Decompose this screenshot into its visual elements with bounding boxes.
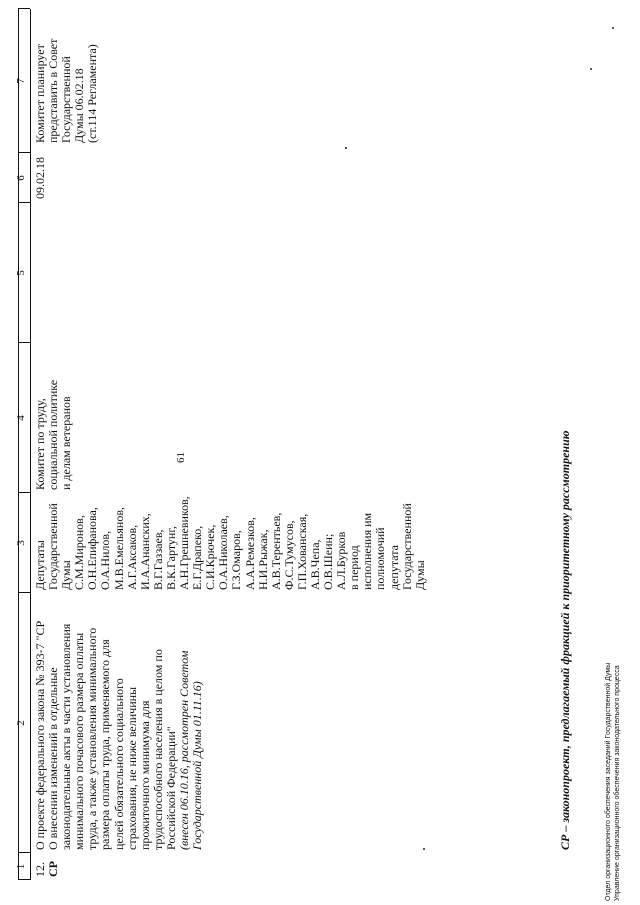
- author-line: Ф.С.Тумусов,: [281, 520, 296, 590]
- bill-title-line: минимального почасового размера оплаты: [72, 632, 87, 850]
- bill-title-line: Российской Федерации": [163, 726, 178, 850]
- bill-title-line: О внесении изменений в отдельные: [46, 667, 61, 850]
- author-line: И.А.Ананских,: [137, 513, 152, 590]
- author-line: полномочий: [373, 527, 388, 590]
- bill-title-line: О проекте федерального закона № 393-7 "СР: [33, 620, 47, 850]
- author-line: А.Л.Бурков: [334, 531, 349, 590]
- author-line: Депутаты: [33, 540, 47, 590]
- author-line: депутата: [386, 545, 401, 590]
- author-line: Г.З.Омаров,: [229, 530, 244, 590]
- bill-title-line: прожиточного минимума для: [137, 700, 152, 850]
- bill-title-line: размера оплаты труда, применяемого для: [98, 639, 113, 850]
- row-type-badge: СР: [46, 861, 60, 877]
- footer-line-2: Управление организационного обеспечения законодательного процесса: [614, 665, 621, 901]
- committee-line: и делам ветеранов: [59, 396, 74, 490]
- note-line: Государственной: [59, 56, 74, 143]
- header-col-3: 3: [15, 540, 27, 546]
- author-line: С.М.Миронов,: [72, 515, 87, 590]
- author-line: Государственной: [399, 503, 414, 590]
- bill-authors: [34, 496, 427, 590]
- header-col-6: 6: [15, 175, 27, 181]
- note-line: Думы 06.02.18: [72, 68, 87, 143]
- author-line: Е.Г.Драпеко,: [190, 525, 205, 590]
- committee-line: социальной политике: [46, 379, 61, 490]
- author-line: В.Г.Газзаев,: [150, 529, 165, 590]
- author-line: Н.И.Рыжак,: [255, 529, 270, 590]
- bill-title-line: законодательные акты в части установления: [59, 623, 74, 850]
- row-number: 12.: [33, 862, 47, 877]
- header-col-2: 2: [15, 720, 27, 726]
- bill-title-line: целей обязательного социального: [111, 678, 126, 850]
- author-line: А.А.Ремезков,: [242, 517, 257, 590]
- header-col-4: 4: [15, 415, 27, 421]
- header-col-1: 1: [15, 863, 27, 870]
- header-col-5: 5: [15, 270, 27, 276]
- scan-speck: [345, 147, 347, 149]
- author-line: В.К.Гартунг,: [163, 526, 178, 590]
- author-line: Г.П.Хованская,: [294, 513, 309, 590]
- note-line: представить в Совет: [46, 38, 61, 143]
- author-line: А.Г.Аксаков,: [124, 524, 139, 590]
- page-number: 61: [175, 452, 187, 463]
- header-bottom-rule: [30, 9, 31, 880]
- bill-note-line: (внесен 06.10.16, рассмотрен Советом: [177, 650, 192, 850]
- author-line: О.А.Нилов,: [98, 530, 113, 590]
- author-line: А.Н.Грешневиков,: [177, 496, 192, 590]
- committee-line: Комитет по труду,: [33, 398, 47, 490]
- author-line: Думы: [59, 560, 74, 590]
- author-line: О.А.Николаев,: [216, 515, 231, 590]
- author-line: М.В.Емельянов,: [111, 507, 126, 590]
- note-line: Комитет планирует: [33, 44, 47, 143]
- header-col-7: 7: [15, 78, 27, 84]
- author-line: О.В.Шеин;: [321, 533, 336, 590]
- author-line: С.И.Крючек,: [203, 524, 218, 590]
- author-line: Думы: [412, 560, 427, 590]
- author-line: А.В.Терентьев,: [268, 512, 283, 590]
- note-line: (ст.114 Регламента): [85, 44, 100, 143]
- bill-note-line: Государственной Думы 01.11.16): [190, 681, 205, 850]
- footer-line-1: Отдел организационного обеспечения заседаний Государственной Думы: [605, 662, 612, 901]
- planned-date: 09.02.18: [33, 157, 47, 199]
- author-line: исполнения им: [360, 512, 375, 590]
- bill-title-line: труда, а также установления минимального: [85, 627, 100, 850]
- author-line: в период: [347, 545, 362, 590]
- author-line: О.Н.Епифанова,: [85, 507, 100, 590]
- author-line: А.В.Чепа,: [307, 539, 322, 590]
- author-line: Государственной: [46, 503, 61, 590]
- bill-title-line: страхования, не ниже величины: [124, 686, 139, 850]
- legend-note: СР – законопроект, предлагаемый фракцией к приоритетному рассмотрению: [558, 430, 572, 850]
- planned-note: [34, 39, 99, 143]
- bill-title: [34, 621, 204, 850]
- bill-title-line: трудоспособного населения в целом по: [150, 649, 165, 850]
- scan-speck: [423, 848, 425, 850]
- scan-speck: [612, 27, 614, 29]
- footer: [604, 663, 622, 901]
- responsible-committee: [34, 380, 73, 490]
- scan-speck: [590, 68, 592, 70]
